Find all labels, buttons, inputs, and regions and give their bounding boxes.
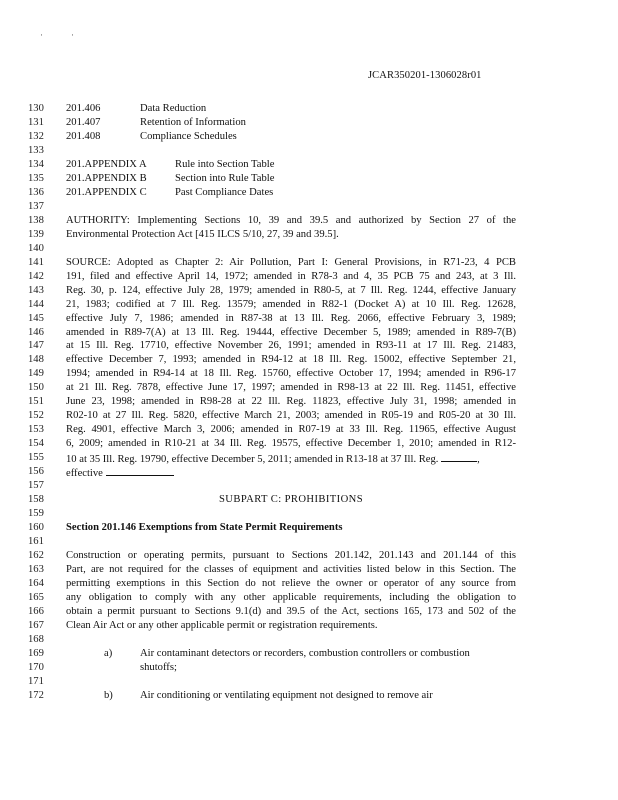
paragraph-line: R02-10 at 27 Ill. Reg. 5820, effective March 21, 2003; amended in R05-19 and R05-20 at 30 Ill. [66,410,516,422]
document-line [0,661,618,675]
scan-specks: ·· [40,30,102,40]
list-item-label: a) [104,647,113,659]
list-item-label: b) [104,689,113,701]
document-line [0,172,618,186]
line-number: 146 [28,326,44,338]
line-number: 136 [28,186,44,198]
document-line [0,312,618,326]
paragraph-line: permitting exemptions in this Section do not relieve the owner or operator of any source from [66,577,516,589]
line-number: 131 [28,116,44,128]
paragraph-line: Environmental Protection Act [415 ILCS 5/10, 27, 39 and 39.5]. [66,228,339,240]
line-number: 160 [28,522,44,534]
document-line [0,577,618,591]
list-item-text: Air conditioning or ventilating equipment not designed to remove air [140,689,433,701]
toc-section-title: Compliance Schedules [140,130,237,142]
document-line [0,256,618,270]
toc-section-number: 201.408 [66,130,101,142]
list-item-text: shutoffs; [140,661,177,673]
document-id-header: JCAR350201-1306028r01 [368,70,482,81]
document-line [0,130,618,144]
document-line [0,214,618,228]
toc-appendix-title: Rule into Section Table [175,158,275,170]
line-number: 147 [28,340,44,352]
document-line [0,479,618,493]
line-number: 156 [28,466,44,478]
paragraph-line: Reg. 30, p. 124, effective July 28, 1979; amended in R80-5, at 7 Ill. Reg. 1244, effective January [66,284,516,296]
document-line [0,689,618,703]
line-number: 151 [28,396,44,408]
line-number: 162 [28,550,44,562]
line-number: 134 [28,158,44,170]
fill-in-blank [441,451,477,462]
toc-section-title: Retention of Information [140,116,246,128]
document-line [0,605,618,619]
punctuation: , [477,454,480,466]
document-line [0,228,618,242]
paragraph-line: 1994; amended in R94-14 at 18 Ill. Reg. 15760, effective October 17, 1994; amended in R96-17 [66,368,516,380]
paragraph-line: June 23, 1998; amended in R98-28 at 22 Ill. Reg. 11823, effective July 31, 1998; amended in [66,396,516,408]
document-line [0,284,618,298]
document-line [0,102,618,116]
line-number: 137 [28,200,44,212]
section-heading: Section 201.146 Exemptions from State Permit Requirements [66,522,343,534]
line-number: 133 [28,144,44,156]
line-number: 130 [28,103,44,114]
paragraph-line: amended in R89-7(A) at 13 Ill. Reg. 19444, effective December 5, 1989; amended in R89-7(B) [66,326,516,338]
document-line [0,507,618,521]
line-number: 171 [28,675,44,687]
document-line [0,326,618,340]
line-number: 153 [28,424,44,436]
line-number: 155 [28,452,44,464]
line-number: 163 [28,564,44,575]
line-number: 172 [28,689,44,701]
paragraph-line: Part, are not required for the classes of equipment and activities listed below in this Section. The [66,564,516,575]
toc-appendix-number: 201.APPENDIX A [66,158,147,170]
subpart-heading: SUBPART C: PROHIBITIONS [219,494,363,506]
document-line [0,144,618,158]
document-line [0,242,618,256]
toc-appendix-number: 201.APPENDIX B [66,172,147,184]
document-line [0,675,618,689]
document-line [0,270,618,284]
paragraph-line: at 15 Ill. Reg. 17710, effective November 26, 1991; amended in R93-11 at 17 Ill. Reg. 21483, [66,340,516,352]
fill-in-blank [106,465,174,476]
toc-section-number: 201.407 [66,116,101,128]
line-number: 144 [28,298,44,310]
paragraph-line: 21, 1983; codified at 7 Ill. Reg. 13579; amended in R82-1 (Docket A) at 10 Ill. Reg. 12628, [66,298,516,310]
document-line [0,353,618,367]
paragraph-line: at 21 Ill. Reg. 7878, effective June 17, 1997; amended in R98-13 at 22 Ill. Reg. 11451, effective [66,382,516,394]
line-number: 138 [28,214,44,226]
line-number: 145 [28,312,44,324]
document-line [0,563,618,577]
paragraph-line: 191, filed and effective April 14, 1972; amended in R78-3 and 4, 35 PCB 75 and 243, at 3 Ill. [66,270,516,282]
document-line [0,465,618,479]
paragraph-line: effective December 7, 1993; amended in R94-12 at 18 Ill. Reg. 15002, effective September 21, [66,354,516,366]
line-number: 154 [28,438,44,450]
document-line [0,619,618,633]
document-line [0,493,618,507]
document-line [0,339,618,353]
document-line [0,451,618,465]
effective-label: effective [66,468,103,480]
list-item-text: Air contaminant detectors or recorders, combustion controllers or combustion [140,647,470,659]
line-number: 167 [28,619,44,631]
document-line [0,409,618,423]
toc-appendix-title: Section into Rule Table [175,172,275,184]
paragraph-line: Reg. 4901, effective March 3, 2006; amended in R07-19 at 33 Ill. Reg. 11965, effective August [66,424,516,436]
document-line [0,633,618,647]
line-number: 135 [28,172,44,184]
line-number: 148 [28,354,44,366]
line-number: 143 [28,284,44,296]
line-number: 166 [28,605,44,617]
paragraph-line: SOURCE: Adopted as Chapter 2: Air Pollution, Part I: General Provisions, in R71-23, 4 PCB [66,256,516,268]
paragraph-line: effective July 7, 1986; amended in R87-38 at 13 Ill. Reg. 2066, effective February 3, 1989; [66,312,516,324]
document-line [0,549,618,563]
paragraph-line: Clean Air Act or any other applicable permit or registration requirements. [66,619,378,631]
line-number: 159 [28,508,44,520]
document-line [0,591,618,605]
document-line [0,158,618,172]
paragraph-line: 6, 2009; amended in R10-21 at 34 Ill. Reg. 19575, effective December 1, 2010; amended in R12- [66,438,516,450]
toc-appendix-number: 201.APPENDIX C [66,186,147,198]
line-number: 165 [28,591,44,603]
document-line [0,116,618,130]
line-number: 139 [28,228,44,240]
line-number: 170 [28,661,44,673]
line-number: 140 [28,242,44,254]
line-number: 158 [28,494,44,506]
document-line [0,200,618,214]
document-line [0,647,618,661]
document-line [0,395,618,409]
line-number: 161 [28,536,44,548]
document-line [0,521,618,535]
document-line [0,437,618,451]
document-line [0,535,618,549]
line-number: 132 [28,130,44,142]
paragraph-line: obtain a permit pursuant to Sections 9.1(d) and 39.5 of the Act, sections 165, 173 and 502 of the [66,605,516,617]
line-number: 157 [28,480,44,492]
document-line [0,423,618,437]
line-number: 164 [28,577,44,589]
document-line [0,381,618,395]
document-line [0,186,618,200]
paragraph-text: 10 at 35 Ill. Reg. 19790, effective December 5, 2011; amended in R13-18 at 37 Ill. Reg. [66,454,439,466]
document-line [0,298,618,312]
line-number: 142 [28,270,44,282]
line-number: 149 [28,368,44,380]
line-number: 150 [28,382,44,394]
document-line [0,367,618,381]
toc-appendix-title: Past Compliance Dates [175,186,274,198]
line-number: 168 [28,633,44,645]
line-number: 152 [28,410,44,422]
line-number: 141 [28,256,44,268]
paragraph-line: any obligation to comply with any other applicable requirements, including the obligation to [66,591,516,603]
toc-section-number: 201.406 [66,103,101,114]
toc-section-title: Data Reduction [140,103,207,114]
paragraph-line: Construction or operating permits, pursuant to Sections 201.142, 201.143 and 201.144 of this [66,550,516,562]
paragraph-line: AUTHORITY: Implementing Sections 10, 39 and 39.5 and authorized by Section 27 of the [66,214,516,226]
line-number: 169 [28,647,44,659]
